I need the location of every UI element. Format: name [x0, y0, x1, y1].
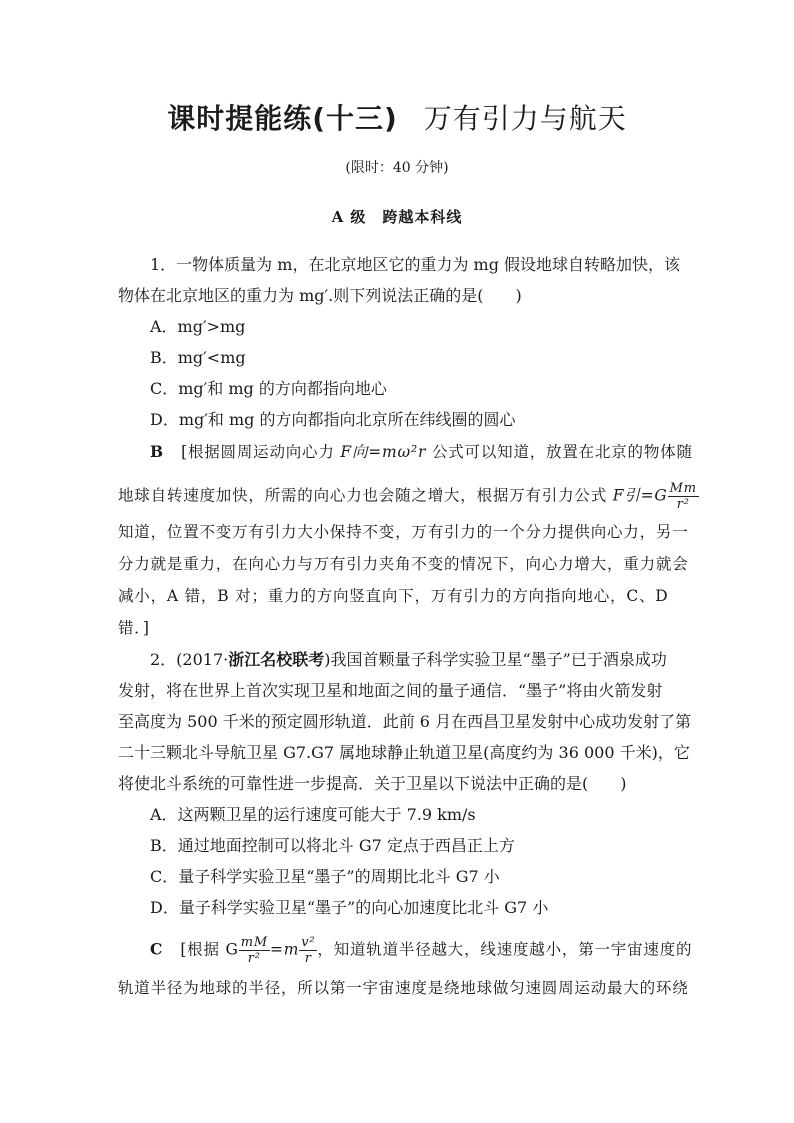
q1-explanation-line1: B [根据圆周运动向心力 F向=mω²r 公式可以知道，放置在北京的物体随 [150, 442, 693, 461]
q2-explanation-line1: C [根据 G $\frac{mM}{\text{r²}}$ =m $\frac{\text{v²}}{r}$ ，知道轨道半径越大，线速度越小，第一宇宙速度的 [150, 935, 693, 966]
q1-option-b: B．mg′<mg [150, 348, 246, 367]
q2-stem-line2: 发射，将在世界上首次实现卫星和地面之间的量子通信．“墨子”将由火箭发射 [118, 681, 663, 700]
q1-explanation-line4: 分力就是重力，在向心力与万有引力夹角不变的情况下，向心力增大，重力就会 [118, 555, 689, 573]
q1-explanation-line6: 错．] [118, 619, 150, 637]
q1-explanation-line2: 地球自转速度加快，所需的向心力也会随之增大，根据万有引力公式 F引=G $\frac{Mm}{\text{r²}}$ [118, 481, 697, 512]
q2-source: 浙江名校联考 [228, 650, 325, 669]
q1-option-d: D．mg′和 mg 的方向都指向北京所在纬线圈的圆心 [150, 410, 516, 429]
q1-option-a: A．mg′>mg [150, 317, 246, 336]
q2-stem-line5: 将使北斗系统的可靠性进一步提高．关于卫星以下说法中正确的是( ) [118, 774, 627, 793]
q2-stem-line3: 至高度为 500 千米的预定圆形轨道．此前 6 月在西昌卫星发射中心成功发射了第 [118, 712, 692, 731]
q1-answer-letter: B [150, 442, 164, 461]
q2-stem-line1: 2．(2017·浙江名校联考)我国首颗量子科学实验卫星“墨子”已于酒泉成功 [150, 650, 667, 669]
q1-stem-line1: 1．一物体质量为 m，在北京地区它的重力为 mg 假设地球自转略加快，该 [150, 255, 681, 274]
title-main: 课时提能练(十三) [167, 102, 398, 135]
q2-option-d: D．量子科学实验卫星“墨子”的向心加速度比北斗 G7 小 [150, 898, 549, 917]
time-limit: (限时：40 分钟) [345, 160, 449, 176]
q2-answer-letter: C [150, 939, 164, 959]
q1-gravity-formula: F引=G [612, 486, 668, 505]
q1-centripetal-formula: F向=mω²r [340, 443, 427, 461]
q1-gravity-fraction: $\frac{Mm}{\text{r²}}$ [669, 481, 697, 512]
q1-stem-line2: 物体在北京地区的重力为 mg′.则下列说法正确的是( ) [118, 286, 522, 305]
q2-option-a: A．这两颗卫星的运行速度可能大于 7.9 km/s [150, 805, 476, 824]
q1-explanation-line3: 知道，位置不变万有引力大小保持不变，万有引力的一个分力提供向心力，另一 [118, 523, 689, 541]
page-title [0, 97, 794, 137]
q2-stem-line4: 二十三颗北斗导航卫星 G7.G7 属地球静止轨道卫星(高度约为 36 000 千米)，它 [118, 743, 690, 762]
level-heading: A 级 跨越本科线 [331, 208, 463, 226]
q2-velocity-fraction: $\frac{\text{v²}}{r}$ [301, 935, 316, 966]
title-topic: 万有引力与航天 [423, 102, 627, 135]
q2-explanation-line2: 轨道半径为地球的半径，所以第一宇宙速度是绕地球做匀速圆周运动最大的环绕 [118, 979, 689, 997]
q1-explanation-line5: 减小，A 错，B 对；重力的方向竖直向下，万有引力的方向指向地心，C、D [118, 587, 669, 605]
q1-option-c: C．mg′和 mg 的方向都指向地心 [150, 379, 387, 398]
q2-option-c: C．量子科学实验卫星“墨子”的周期比北斗 G7 小 [150, 867, 500, 886]
q2-gravity-fraction: $\frac{mM}{\text{r²}}$ [240, 935, 268, 966]
q2-option-b: B．通过地面控制可以将北斗 G7 定点于西昌正上方 [150, 836, 515, 855]
